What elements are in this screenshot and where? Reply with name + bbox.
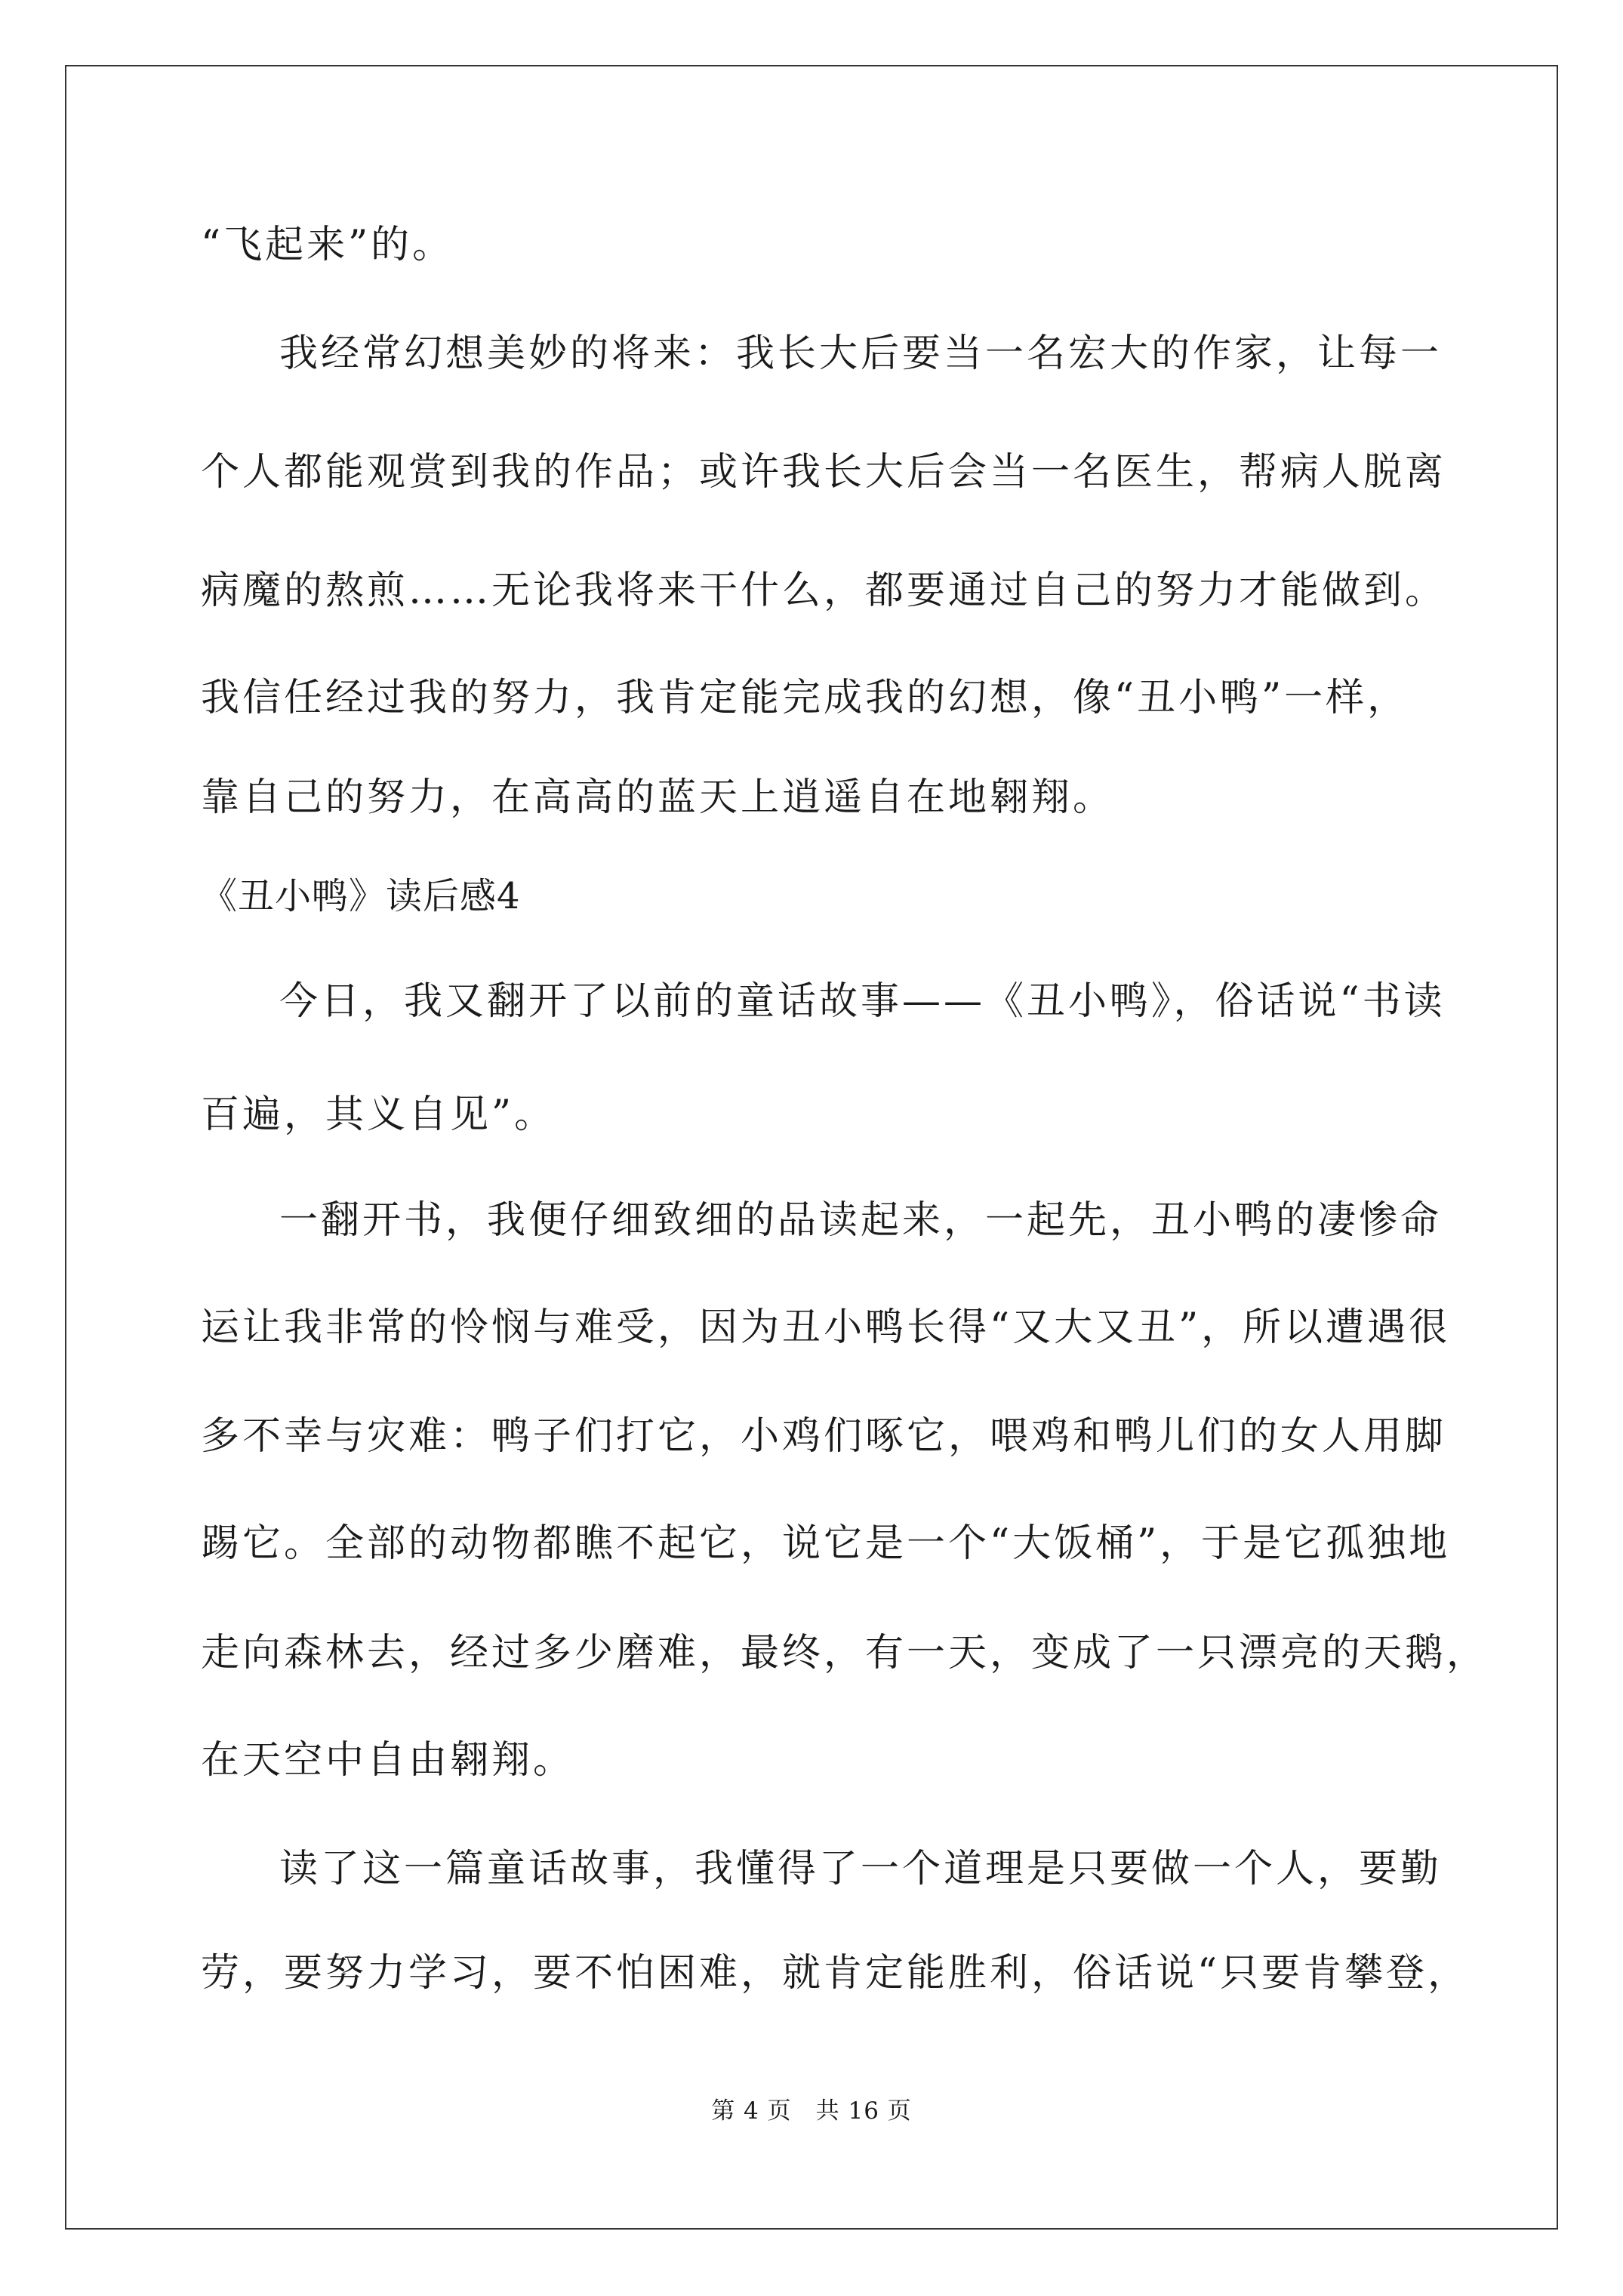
text-line: “飞起来”的。 <box>201 223 454 267</box>
text-line: 在天空中自由翱翔。 <box>201 1738 575 1783</box>
text-line: 百遍，其义自见”。 <box>201 1093 556 1137</box>
page-number-footer: 第 4 页 共 16 页 <box>711 2097 912 2125</box>
text-line: 走向森林去，经过多少磨难，最终，有一天，变成了一只漂亮的天鹅， <box>201 1631 1489 1675</box>
page-frame <box>65 65 1558 2230</box>
paragraph-line: 一翻开书，我便仔细致细的品读起来，一起先，丑小鸭的凄惨命 <box>279 1198 1443 1243</box>
section-heading: 《丑小鸭》读后感4 <box>201 875 521 917</box>
paragraph-line: 我经常幻想美妙的将来：我长大后要当一名宏大的作家，让每一 <box>279 331 1443 376</box>
text-line: 个人都能观赏到我的作品；或许我长大后会当一名医生，帮病人脱离 <box>201 450 1447 495</box>
text-line: 我信任经过我的努力，我肯定能完成我的幻想，像“丑小鸭”一样， <box>201 676 1409 720</box>
text-line: 踢它。全部的动物都瞧不起它，说它是一个“大饭桶”，于是它孤独地 <box>201 1521 1451 1566</box>
paragraph-line: 读了这一篇童话故事，我懂得了一个道理是只要做一个人，要勤 <box>279 1847 1443 1891</box>
text-line: 靠自己的努力，在高高的蓝天上逍遥自在地翱翔。 <box>201 775 1115 820</box>
text-line: 劳，要努力学习，要不怕困难，就肯定能胜利，俗话说“只要肯攀登， <box>201 1951 1470 1996</box>
text-line: 病魔的熬煎……无论我将来干什么，都要通过自己的努力才能做到。 <box>201 569 1447 613</box>
text-line: 多不幸与灾难：鸭子们打它，小鸡们啄它，喂鸡和鸭儿们的女人用脚 <box>201 1414 1447 1459</box>
text-line: 运让我非常的怜悯与难受，因为丑小鸭长得“又大又丑”，所以遭遇很 <box>201 1305 1451 1350</box>
paragraph-line: 今日，我又翻开了以前的童话故事——《丑小鸭》，俗话说“书读 <box>279 979 1446 1024</box>
